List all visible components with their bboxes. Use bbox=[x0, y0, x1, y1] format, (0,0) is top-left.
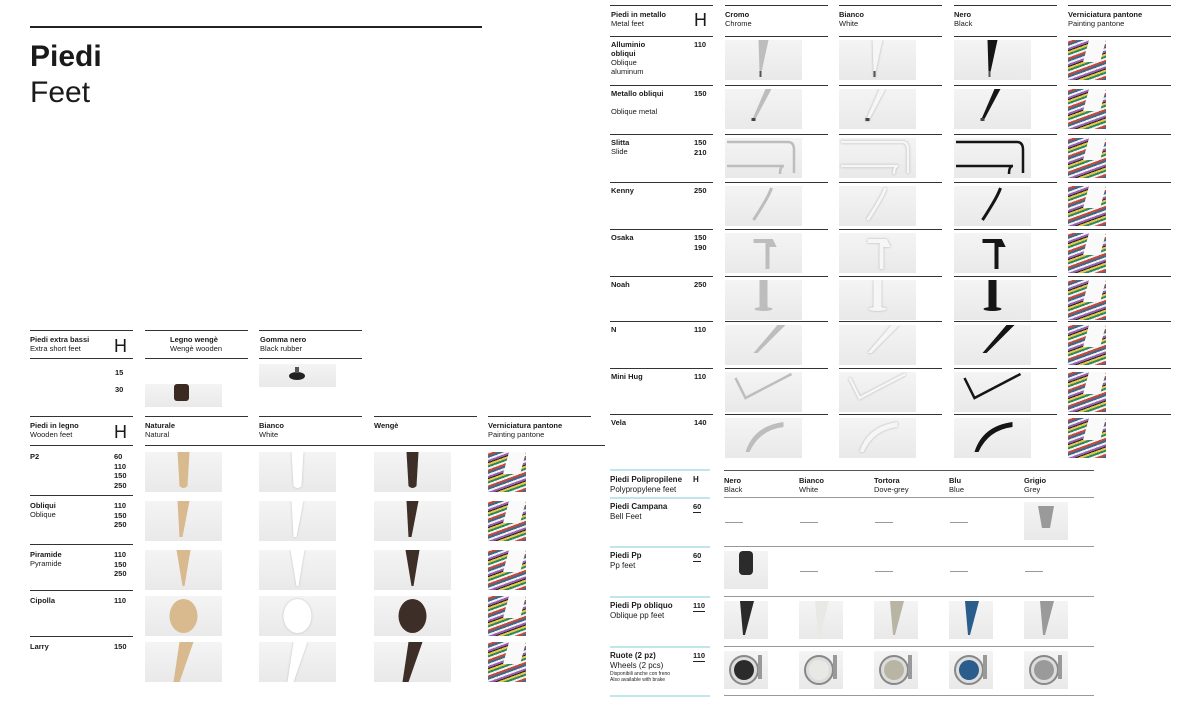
kenny-foot-image bbox=[954, 186, 1031, 226]
height-values: 60 110 150 250 bbox=[114, 452, 127, 490]
pantone-swatch-image bbox=[1068, 418, 1106, 458]
row-label: Piedi Campana bbox=[610, 502, 668, 511]
divider bbox=[1068, 276, 1171, 277]
divider bbox=[839, 85, 942, 86]
oblique-foot-image bbox=[145, 501, 222, 541]
osaka-foot-image bbox=[954, 233, 1031, 273]
divider bbox=[725, 368, 828, 369]
divider bbox=[610, 36, 713, 37]
divider bbox=[30, 544, 133, 545]
column-label: Tortora bbox=[874, 476, 900, 485]
divider bbox=[839, 276, 942, 277]
divider bbox=[30, 590, 133, 591]
divider bbox=[725, 36, 828, 37]
pantone-swatch-image bbox=[1068, 40, 1106, 80]
column-label: Bianco bbox=[839, 10, 865, 19]
divider bbox=[488, 445, 605, 446]
height-value: 30 bbox=[115, 385, 124, 394]
row-sublabel: Pp feet bbox=[610, 561, 636, 570]
black-rubber-foot-image bbox=[259, 364, 336, 387]
osaka-foot-image bbox=[839, 233, 916, 273]
column-label: Verniciatura pantone bbox=[488, 421, 563, 430]
wenge-wood-foot-image bbox=[145, 384, 222, 407]
pantone-swatch-image bbox=[1068, 138, 1106, 178]
divider bbox=[954, 368, 1057, 369]
onion-foot-image bbox=[145, 596, 222, 636]
row-label: P2 bbox=[30, 452, 40, 461]
divider bbox=[839, 414, 942, 415]
vela-foot-image bbox=[954, 418, 1031, 458]
divider bbox=[30, 445, 133, 446]
row-label: N bbox=[611, 325, 617, 334]
height-header: H bbox=[114, 422, 127, 442]
slide-foot-image bbox=[725, 138, 802, 178]
column-sublabel: White bbox=[259, 430, 279, 439]
larry-foot-image bbox=[145, 642, 222, 682]
column-sublabel: Black bbox=[724, 485, 743, 494]
divider bbox=[839, 182, 942, 183]
row-label: Alluminio obliqui bbox=[611, 40, 646, 58]
oblique-foot-image bbox=[374, 501, 451, 541]
divider bbox=[610, 596, 710, 598]
height-values: 110 bbox=[694, 325, 707, 334]
divider bbox=[30, 330, 133, 331]
divider bbox=[610, 85, 713, 86]
metal-title: Piedi in metallo bbox=[611, 10, 667, 19]
column-sublabel: Grey bbox=[1024, 485, 1041, 494]
column-sublabel: Blue bbox=[949, 485, 965, 494]
row-sublabel: Oblique pp feet bbox=[610, 611, 665, 620]
divider bbox=[145, 358, 248, 359]
row-label: Vela bbox=[611, 418, 627, 427]
row-label: Cipolla bbox=[30, 596, 56, 605]
pyramid-foot-image bbox=[145, 550, 222, 590]
divider bbox=[954, 414, 1057, 415]
wheel-foot-image bbox=[1024, 651, 1068, 689]
divider bbox=[839, 36, 942, 37]
height-values: 140 bbox=[694, 418, 707, 427]
n-foot-image bbox=[725, 325, 802, 365]
height-header: H bbox=[693, 475, 699, 484]
divider bbox=[1068, 85, 1171, 86]
height-header: H bbox=[694, 10, 707, 30]
divider bbox=[259, 416, 362, 417]
alu-foot-image bbox=[839, 40, 916, 80]
unavailable-dash bbox=[1025, 571, 1043, 572]
extra-short-subtitle: Extra short feet bbox=[30, 344, 81, 353]
row-label: Osaka bbox=[611, 233, 634, 242]
divider bbox=[839, 229, 942, 230]
row-label: Noah bbox=[611, 280, 630, 289]
row-sublabel: Bell Feet bbox=[610, 512, 642, 521]
ppob-foot-image bbox=[799, 601, 843, 639]
metal-foot-image bbox=[839, 89, 916, 129]
divider bbox=[610, 414, 713, 415]
divider bbox=[145, 416, 248, 417]
height-values: 110 bbox=[694, 372, 707, 381]
height-value: 60 bbox=[693, 502, 702, 511]
divider bbox=[954, 321, 1057, 322]
divider bbox=[1068, 5, 1171, 6]
larry-foot-image bbox=[374, 642, 451, 682]
divider bbox=[610, 646, 710, 648]
divider bbox=[30, 636, 133, 637]
wheel-foot-image bbox=[874, 651, 918, 689]
row-sublabel: Oblique bbox=[30, 510, 56, 519]
row-label: Larry bbox=[30, 642, 49, 651]
kenny-foot-image bbox=[839, 186, 916, 226]
height-values: 150 190 bbox=[694, 233, 707, 252]
divider bbox=[724, 497, 1094, 498]
row-sublabel: Wheels (2 pcs) bbox=[610, 661, 664, 670]
pantone-swatch-image bbox=[488, 452, 526, 492]
divider bbox=[725, 85, 828, 86]
column-sublabel: White bbox=[799, 485, 819, 494]
height-value: 110 bbox=[693, 601, 706, 610]
unavailable-dash bbox=[875, 522, 893, 523]
page-subtitle: Feet bbox=[30, 76, 91, 109]
row-label: Ruote (2 pz) bbox=[610, 651, 656, 660]
height-values: 110 bbox=[114, 596, 127, 605]
row-sublabel: Oblique metal bbox=[611, 107, 658, 116]
vela-foot-image bbox=[839, 418, 916, 458]
noah-foot-image bbox=[839, 280, 916, 320]
unavailable-dash bbox=[875, 571, 893, 572]
column-sublabel: Chrome bbox=[725, 19, 752, 28]
wooden-subtitle: Wooden feet bbox=[30, 430, 73, 439]
divider bbox=[725, 134, 828, 135]
height-values: 110 150 250 bbox=[114, 501, 127, 529]
wheel-foot-image bbox=[724, 651, 768, 689]
divider bbox=[725, 5, 828, 6]
row-sublabel: Pyramide bbox=[30, 559, 62, 568]
poly-subtitle: Polypropylene feet bbox=[610, 485, 677, 494]
column-sublabel: Natural bbox=[145, 430, 170, 439]
divider bbox=[610, 368, 713, 369]
divider bbox=[30, 416, 133, 417]
ppob-foot-image bbox=[724, 601, 768, 639]
row-sublabel: Slide bbox=[611, 147, 628, 156]
column-sublabel: Black rubber bbox=[260, 344, 303, 353]
bell-foot-image bbox=[1024, 502, 1068, 540]
divider bbox=[954, 134, 1057, 135]
pantone-swatch-image bbox=[1068, 325, 1106, 365]
divider bbox=[30, 358, 133, 359]
column-label: Wengè bbox=[374, 421, 399, 430]
divider bbox=[145, 330, 248, 331]
title-rule bbox=[30, 26, 482, 28]
divider bbox=[259, 330, 362, 331]
divider bbox=[374, 445, 491, 446]
divider bbox=[839, 321, 942, 322]
pantone-swatch-image bbox=[1068, 186, 1106, 226]
divider bbox=[488, 416, 591, 417]
row-label: Kenny bbox=[611, 186, 634, 195]
row-label: Slitta bbox=[611, 138, 630, 147]
divider bbox=[954, 36, 1057, 37]
page-title: Piedi bbox=[30, 40, 102, 73]
column-label: Blu bbox=[949, 476, 962, 485]
divider bbox=[725, 276, 828, 277]
column-label: Nero bbox=[724, 476, 742, 485]
divider bbox=[1068, 36, 1171, 37]
divider bbox=[725, 229, 828, 230]
divider bbox=[839, 5, 942, 6]
unavailable-dash bbox=[725, 522, 743, 523]
ppob-foot-image bbox=[1024, 601, 1068, 639]
divider bbox=[725, 414, 828, 415]
column-label: Cromo bbox=[725, 10, 750, 19]
column-sublabel: Black bbox=[954, 19, 973, 28]
hug-foot-image bbox=[954, 372, 1031, 412]
column-label: Verniciatura pantone bbox=[1068, 10, 1143, 19]
divider bbox=[374, 416, 477, 417]
divider bbox=[259, 358, 362, 359]
divider bbox=[839, 368, 942, 369]
row-label: Piedi Pp bbox=[610, 551, 642, 560]
column-sublabel: Painting pantone bbox=[1068, 19, 1125, 28]
kenny-foot-image bbox=[725, 186, 802, 226]
row-label: Metallo obliqui bbox=[611, 89, 664, 98]
divider bbox=[724, 470, 1094, 471]
divider bbox=[610, 497, 710, 499]
column-label: Bianco bbox=[799, 476, 825, 485]
height-values: 110 bbox=[694, 40, 707, 49]
divider bbox=[30, 495, 133, 496]
vela-foot-image bbox=[725, 418, 802, 458]
ppob-foot-image bbox=[874, 601, 918, 639]
pantone-swatch-image bbox=[1068, 372, 1106, 412]
divider bbox=[1068, 414, 1171, 415]
pantone-swatch-image bbox=[488, 501, 526, 541]
unavailable-dash bbox=[800, 571, 818, 572]
divider bbox=[725, 321, 828, 322]
onion-foot-image bbox=[259, 596, 336, 636]
divider bbox=[724, 546, 1094, 547]
divider bbox=[610, 276, 713, 277]
p2-foot-image bbox=[374, 452, 451, 492]
divider bbox=[954, 5, 1057, 6]
column-label: Naturale bbox=[145, 421, 176, 430]
column-label: Grigio bbox=[1024, 476, 1047, 485]
wooden-title: Piedi in legno bbox=[30, 421, 79, 430]
metal-subtitle: Metal feet bbox=[611, 19, 644, 28]
column-sublabel: Painting pantone bbox=[488, 430, 545, 439]
n-foot-image bbox=[954, 325, 1031, 365]
divider bbox=[610, 695, 710, 697]
pantone-swatch-image bbox=[1068, 280, 1106, 320]
divider bbox=[145, 445, 262, 446]
slide-foot-image bbox=[839, 138, 916, 178]
pantone-swatch-image bbox=[488, 642, 526, 682]
divider bbox=[1068, 229, 1171, 230]
divider bbox=[724, 596, 1094, 597]
column-sublabel: White bbox=[839, 19, 859, 28]
column-label: Bianco bbox=[259, 421, 285, 430]
height-values: 110 150 250 bbox=[114, 550, 127, 578]
slide-foot-image bbox=[954, 138, 1031, 178]
extra-short-title: Piedi extra bassi bbox=[30, 335, 90, 344]
divider bbox=[610, 134, 713, 135]
height-values: 150 bbox=[114, 642, 127, 651]
divider bbox=[954, 229, 1057, 230]
divider bbox=[724, 646, 1094, 647]
noah-foot-image bbox=[725, 280, 802, 320]
osaka-foot-image bbox=[725, 233, 802, 273]
divider bbox=[724, 695, 1094, 696]
divider bbox=[610, 229, 713, 230]
height-header: H bbox=[114, 336, 127, 356]
oblique-foot-image bbox=[259, 501, 336, 541]
divider bbox=[954, 182, 1057, 183]
divider bbox=[259, 445, 376, 446]
divider bbox=[1068, 368, 1171, 369]
row-label: Piramide bbox=[30, 550, 62, 559]
wheel-foot-image bbox=[949, 651, 993, 689]
divider bbox=[954, 85, 1057, 86]
wheel-foot-image bbox=[799, 651, 843, 689]
divider bbox=[954, 276, 1057, 277]
column-label: Gomma nero bbox=[260, 335, 307, 344]
pyramid-foot-image bbox=[259, 550, 336, 590]
divider bbox=[610, 469, 710, 471]
divider bbox=[610, 182, 713, 183]
divider bbox=[1068, 321, 1171, 322]
divider bbox=[610, 321, 713, 322]
pantone-swatch-image bbox=[1068, 233, 1106, 273]
unavailable-dash bbox=[950, 571, 968, 572]
height-values: 150 210 bbox=[694, 138, 707, 157]
noah-foot-image bbox=[954, 280, 1031, 320]
column-label: Legno wengè bbox=[170, 335, 218, 344]
height-values: 250 bbox=[694, 186, 707, 195]
n-foot-image bbox=[839, 325, 916, 365]
height-values: 250 bbox=[694, 280, 707, 289]
row-note: Disponibili anche con freno Also available with brake bbox=[610, 671, 671, 683]
row-label: Piedi Pp obliquo bbox=[610, 601, 673, 610]
column-label: Nero bbox=[954, 10, 972, 19]
divider bbox=[610, 5, 713, 6]
pantone-swatch-image bbox=[1068, 89, 1106, 129]
alu-foot-image bbox=[954, 40, 1031, 80]
divider bbox=[610, 546, 710, 548]
onion-foot-image bbox=[374, 596, 451, 636]
hug-foot-image bbox=[839, 372, 916, 412]
poly-title: Piedi Polipropilene bbox=[610, 475, 683, 484]
height-value: 60 bbox=[693, 551, 702, 560]
p2-foot-image bbox=[145, 452, 222, 492]
pantone-swatch-image bbox=[488, 550, 526, 590]
larry-foot-image bbox=[259, 642, 336, 682]
unavailable-dash bbox=[800, 522, 818, 523]
height-value: 15 bbox=[115, 368, 124, 377]
pp-foot-image bbox=[724, 551, 768, 589]
pyramid-foot-image bbox=[374, 550, 451, 590]
height-values: 150 bbox=[694, 89, 707, 98]
divider bbox=[725, 182, 828, 183]
divider bbox=[1068, 134, 1171, 135]
row-sublabel: Oblique aluminum bbox=[611, 58, 644, 76]
pantone-swatch-image bbox=[488, 596, 526, 636]
metal-foot-image bbox=[725, 89, 802, 129]
alu-foot-image bbox=[725, 40, 802, 80]
hug-foot-image bbox=[725, 372, 802, 412]
height-value: 110 bbox=[693, 651, 706, 660]
row-label: Obliqui bbox=[30, 501, 56, 510]
row-label: Mini Hug bbox=[611, 372, 643, 381]
metal-foot-image bbox=[954, 89, 1031, 129]
ppob-foot-image bbox=[949, 601, 993, 639]
p2-foot-image bbox=[259, 452, 336, 492]
column-sublabel: Wengè wooden bbox=[170, 344, 222, 353]
divider bbox=[839, 134, 942, 135]
unavailable-dash bbox=[950, 522, 968, 523]
column-sublabel: Dove-grey bbox=[874, 485, 909, 494]
divider bbox=[1068, 182, 1171, 183]
